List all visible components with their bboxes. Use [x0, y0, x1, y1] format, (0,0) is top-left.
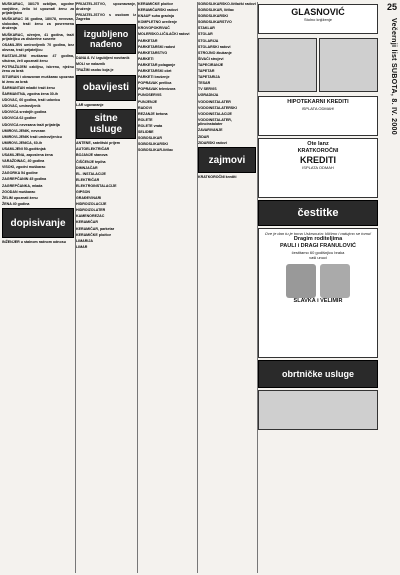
classified-ad: POPRAVAK televizora: [138, 87, 176, 92]
classified-ad: USAMLJENI 50-godišnjak: [2, 146, 46, 151]
classified-ad: UMIROVLJENIK traži umirovljenicu: [2, 134, 62, 139]
classified-ad: SOBOSLIKAR: [138, 136, 162, 141]
classified-ad: KROVOPOKRIVAČ: [138, 26, 170, 31]
classified-ad: ZIDARSKI radovi: [198, 140, 227, 145]
classified-ad: STOLARSKI radovi: [198, 44, 231, 49]
classified-ad: ANTENE, satelitski prijem: [76, 141, 120, 146]
classified-ad: STAKLAR: [198, 26, 215, 31]
classified-ad: VARAŽDINAC, 40 godina: [2, 159, 45, 164]
classified-ad: UDOVICA srednjih godina: [2, 110, 47, 115]
classified-ad: PUNJENJE: [138, 99, 157, 104]
classified-ad: ŠARMANTAN mladić traži ženu: [2, 86, 55, 90]
classified-ad: BOJANJE stanova: [76, 153, 108, 158]
section-header-izgubljeno: izgubljeno nađeno: [76, 24, 136, 54]
classified-ad: KOMPLETNO uređenje: [138, 20, 177, 25]
classified-ad: KNAUF suha gradnja: [138, 14, 174, 19]
classified-ad: PARKETARSKI obrt: [138, 69, 172, 74]
classified-ad: ELEKTRIČAR: [76, 177, 100, 182]
section-header-obrtnicke: obrtničke usluge: [258, 360, 378, 388]
greeting-sign: vaši unuci: [309, 255, 327, 260]
classified-ad: UMIROVLJENIK, nevezan: [2, 128, 46, 133]
classified-ad: LAR ugovaranje: [76, 102, 104, 107]
ad-small-right: [319, 38, 378, 92]
classified-ad: SOBOSLIKARSTVO: [198, 20, 232, 25]
classified-ad: PARKETI: [138, 56, 154, 61]
classified-ad: ŽENA 40 godina: [2, 201, 30, 206]
ad-kredit-title: KRATKOROČNI: [297, 148, 339, 154]
classified-ad: ROLETE: [138, 117, 153, 122]
classified-ad: MUŠKARAC, oženjen, 41 godina, traži prijateljicu za diskretne susrete: [2, 32, 74, 42]
ad-bottom: [258, 390, 378, 430]
classified-ad: VODOINSTALATERSKI: [198, 105, 237, 110]
classified-ad: ZAGREPČANIN 45 godina: [2, 177, 47, 182]
classified-ad: SOBOSLIKARSKI: [138, 142, 168, 147]
classified-ad: ZAGREPČANKA, mlada: [2, 183, 43, 188]
classified-ad: UDOVAC, 60 godina, traži udovicu: [2, 98, 61, 103]
classified-ad: VODOINSTALATER: [198, 99, 231, 104]
classified-ad: PUNOSERVIS: [138, 93, 162, 98]
classified-ad: SOBOSLIKAR-ličilac: [138, 148, 174, 153]
classified-ad: ŠIVAĆI strojevi: [198, 56, 224, 61]
section-header-dopisivanje: dopisivanje: [2, 208, 74, 238]
classified-ad: STOLARIJA: [198, 38, 219, 43]
classified-ad: PRIJATELJSTVO s osobom iz Zagreba: [76, 12, 136, 22]
classified-ad: KRATKOROČNI krediti: [198, 175, 237, 180]
ad-kredit-big: KREDITI: [300, 155, 336, 165]
ad-brand: Ote lanz: [307, 141, 329, 147]
column-services-b: [138, 2, 196, 573]
classified-ad: UMIROVLJENICA, 60-ih: [2, 140, 43, 145]
classified-ad: UDOVAC, umirovljenik: [2, 104, 41, 109]
classified-ad: HIDROIZOLACIJE: [76, 202, 107, 207]
classified-ad: PARKETI brušenje: [138, 75, 170, 80]
classified-ad: OSAMLJEN umirovljenik 70 godina, bez obveza, traži prijateljicu: [2, 43, 74, 52]
classified-ad: TESAR: [198, 81, 211, 86]
classified-ad: AUTOELEKTRIČAR: [76, 147, 110, 152]
classified-ad: MUŠKARAC, 38/175 ozbiljan, ugodne vanjštine, želio bi upoznati ženu za prijateljstvo: [2, 2, 74, 16]
ad-hipotekarni-title: HIPOTEKARNI KREDITI: [287, 99, 349, 105]
classified-ad: VODOINSTALACIJE: [198, 111, 232, 116]
classified-ad: PARKETAR: [138, 38, 158, 43]
classified-ad: UDOVICA nevezana traži prijatelja: [2, 122, 60, 127]
page-side-strip: [380, 0, 400, 575]
ad-glasnovic-sub: Stolno knjiženje: [303, 17, 333, 22]
photo-portrait-icon: [320, 264, 350, 298]
greeting-names: PAULI i DRAGI FRANULOVIĆ: [280, 243, 356, 249]
classified-ad: INŽENJER u stalnom radnom odnosu: [2, 240, 66, 245]
ad-greeting: [258, 228, 378, 358]
classified-ad: KERAMIČARSKI radovi: [138, 8, 178, 13]
classified-ad: TAPETAR: [198, 69, 215, 74]
classified-ad: POPRAVAK perilica: [138, 81, 172, 86]
ad-hipotekarni-sub: ISPLATA ODMAH!: [301, 106, 335, 111]
photo-portrait-icon: [286, 264, 316, 298]
side-title: Večernji list SUBOTA, 8. IV. 2000: [390, 18, 397, 135]
classified-ad: KERAMIČKE pločice: [76, 232, 112, 237]
classified-ad: TRAŽIM osobu koja je: [76, 68, 114, 73]
ad-hipotekarni: [258, 96, 378, 136]
section-header-cestitke: čestitke: [258, 200, 378, 226]
classified-ad: RADOVI: [138, 105, 152, 110]
classified-ad: PARKETARSKI radovi: [138, 44, 176, 49]
classified-ad: SITUIRAN i obrazovan muškarac upoznao bi ženu za brak: [2, 75, 74, 84]
classified-ad: KAMENOREZAC: [76, 214, 105, 219]
classified-ad: TV SERVIS: [198, 87, 217, 92]
classified-ad: LIMAR: [76, 244, 88, 249]
column-personal-ads: [2, 2, 74, 573]
greeting-dear: Dragim roditeljima: [293, 236, 343, 242]
classified-ad: ZGODAN muškarac: [2, 189, 36, 194]
greeting-poem: Ove je dan tu je toma Uskrsnuća: kličimo i radujmo se tomu!: [264, 231, 372, 236]
classified-ad: VISOKI, zgodni muškarac: [2, 165, 46, 170]
classified-ad: PRIJATELJSTVO, upoznavanje, druženje: [76, 2, 136, 11]
section-header-obavijesti: obavijesti: [76, 75, 136, 101]
ad-glasnovic-name: GLASNOVIĆ: [291, 7, 345, 17]
classified-ad: ZIDAR: [198, 134, 209, 139]
classified-ad: DANA 8. IV. izgubljeni novčanik: [76, 55, 130, 60]
classified-ad: VODOINSTALATER, plinoinstalater: [198, 117, 232, 127]
column-services-a: [76, 2, 136, 573]
classified-ad: STOLAR: [198, 32, 213, 37]
classified-ad: REZANJE betona: [138, 111, 168, 116]
classified-ad: ZAGORKA 54 godine: [2, 171, 38, 176]
classified-ad: MUŠKARAC 36 godina, 180/78, nevezan, slobodan, traži ženu za povremena druženja: [2, 17, 74, 31]
classified-ad: RASTAVLJENI muškarac 47 godina, situiran, želi upoznati ženu: [2, 53, 74, 63]
greeting-couple: SLAVKA i VELIMIR: [293, 298, 343, 304]
classified-ad: STROJNO žbukanje: [198, 50, 232, 55]
classified-ad: UDOVICA 62 godine: [2, 116, 37, 121]
ad-kratkorocni: [258, 138, 378, 198]
classified-ad: POTRAŽUJEM ozbiljnu, iskrenu, nježnu ženu za brak: [2, 64, 74, 74]
classified-ad: ELEKTROINSTALACIJE: [76, 183, 117, 188]
section-header-sitne-usluge: sitne usluge: [76, 109, 136, 139]
classified-ad: TAPETARIJA: [198, 75, 221, 80]
classified-ad: ŠARMANTNA, zgodna žena 30-ih: [2, 92, 59, 97]
classified-ad: HIDROIZOLATER: [76, 208, 106, 213]
classified-ad: GRAĐEVINARI: [76, 196, 102, 201]
ad-kredit-sub: ISPLATA ODMAH: [302, 165, 334, 170]
classified-ad: EL. INSTALACIJE: [76, 171, 106, 176]
classified-ad: TAPECIRANJE: [198, 62, 224, 67]
classified-ad: PARKETAR polaganje: [138, 62, 176, 67]
classified-ad: KERAMIČKE pločice: [138, 2, 174, 6]
classified-ad: SOBOSLIKAR, ličilac: [198, 8, 234, 13]
classified-ad: SELIDBE: [138, 129, 154, 134]
classified-ad: KERAMIČAR: [76, 220, 98, 225]
classified-ad: SOBOSLIKARSKI: [198, 14, 228, 19]
classified-ad: MOLI se nalaznik: [76, 61, 106, 66]
classified-ad: ŽELIM upoznati ženu: [2, 195, 38, 200]
greeting-wish: čestitamo 60 godišnjicu braka: [291, 250, 345, 255]
classified-ad: SOBOSLIKARSKO-ličilački radovi: [198, 2, 256, 6]
classified-ad: KERAMIČAR, parketar: [76, 226, 115, 231]
classified-ad: ČIŠĆENJE tepiha: [76, 159, 106, 164]
classified-ad: UGRADNJA: [198, 93, 219, 98]
classified-ad: PARKETARSTVO: [138, 50, 168, 55]
column-services-c: [198, 2, 256, 573]
classified-ad: ZAVARIVANJE: [198, 128, 223, 133]
classified-ad: LIMARIJA: [76, 238, 93, 243]
column-display-ads: [258, 2, 378, 573]
classified-ad: MOLERSKO-LIČILAČKI radovi: [138, 32, 190, 37]
classified-ad: ROLETE vrata: [138, 123, 163, 128]
classified-ad: GIPSON: [76, 190, 90, 194]
section-header-zajmovi: zajmovi: [198, 147, 256, 173]
page-number: 25: [386, 2, 397, 12]
ad-small-left: [258, 38, 317, 92]
ad-glasnovic: [258, 4, 378, 34]
classified-ad: DIMNJAČAR: [76, 165, 98, 170]
classified-ad: USAMLJENA, zaposlena žena: [2, 153, 53, 158]
